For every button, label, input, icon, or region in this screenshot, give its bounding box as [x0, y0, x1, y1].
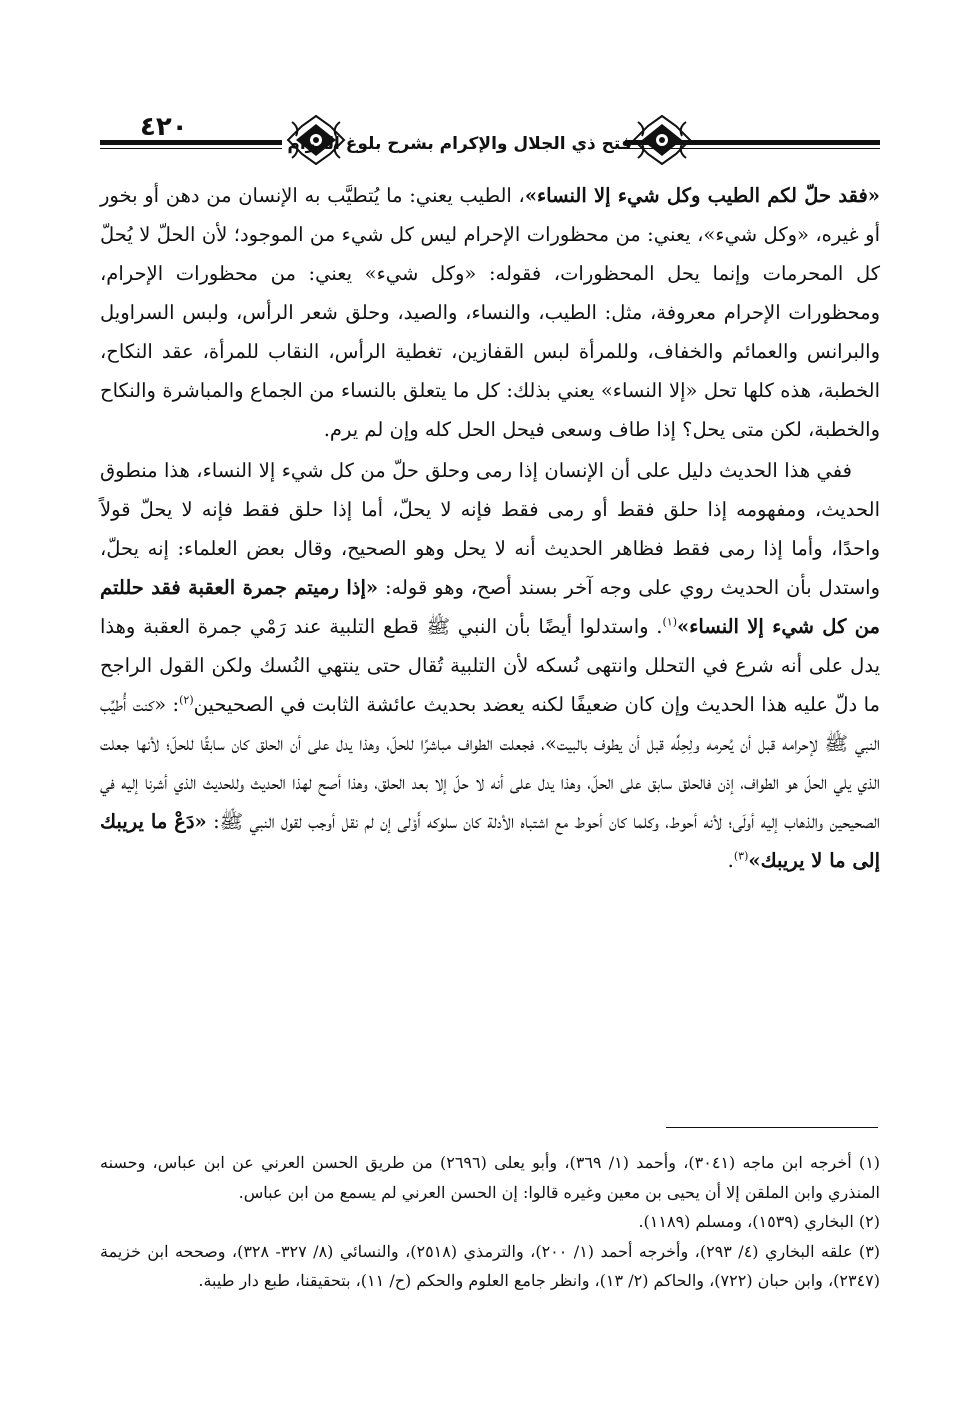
paragraph-text: ، الطيب يعني: ما يُتطيَّب به الإنسان من دهن أو بخور أو غيره، «وكل شيء»، يعني: من محظورات الإحرام ليس كل شيء من الموجود؛ لأن الحلّ لا يُحلّ كل المحرمات وإنما يحل المحظورات، فقوله: «وكل شيء» يعني: من محظورات الإحرام، ومحظورات الإحرام معروفة، مثل: الطيب، والنساء، والصيد، وحلق شعر الرأس، ولبس السراويل والبرانس والعمائم والخفاف، وللمرأة لبس القفازين، تغطية الرأس، النقاب للمرأة، عقد النكاح، الخطبة، هذه كلها تحل «إلا النساء» يعني بذلك: كل ما يتعلق بالنساء من الجماع والمباشرة والنكاح والخطبة، لكن متى يحل؟ إذا طاف وسعى فيحل الحل كله وإن لم يرم. [100, 184, 880, 441]
footnotes [100, 1148, 880, 1296]
running-title: فتح ذي الجلال والإكرام بشرح بلوغ المرام [287, 134, 632, 154]
paragraph-text: . واستدلوا أيضًا بأن النبي ﷺ قطع التلبية عند رَمْي جمرة العقبة وهذا يدل على أنه شرع في التحلل وانتهى نُسكه لأن التلبية تُقال حتى ينتهي النُسك ولكن القول الراجح ما دلّ عليه هذا الحديث وإن كان ضعيفًا لكنه يعضد بحديث عائشة الثابت في الصحيحين [100, 615, 880, 716]
paragraph-text: ففي هذا الحديث دليل على أن الإنسان إذا رمى وحلق حلّ من كل شيء إلا النساء، هذا منطوق الحديث، ومفهومه إذا حلق فقط أو رمى فقط فإنه لا يحلّ، أما إذا حلق فقط فإنه لا يحلّ قولاً واحدًا، وأما إذا رمى فقط فظاهر الحديث أنه لا يحل وهو الصحيح، وقال بعض العلماء: إنه يحلّ، واستدل بأن الحديث روي على وجه آخر بسند أصح، وهو قوله: [100, 459, 880, 599]
paragraph-text: : «كنت أُطيِّب النبي ﷺ لإحرامه قبل أن يُحرمه ولِحِلِّه قبل أن يطوف بالبيت»، فجعلت الطواف مباشرًا للحلّ، وهذا يدل على أن الحلق كان سابقًا للحلّ؛ لأنها جعلت الذي يلي الحلّ هو الطواف، إذن فالحلق سابق على الحلّ، وهذا يدل على أنه لا حلّ إلا بعد الحلق، وهذا أصح لهذا الحديث وللحديث الذي أشرنا إليه في الصحيحين والذهاب إليه أولَى؛ لأنه أحوط، وكلما كان أحوط مع اشتباه الأدلة كان سلوكه أَوْلى إن لم نقل أوجب لقول النبي ﷺ: [100, 693, 880, 833]
hadith-quote: «فقد حلّ لكم الطيب وكل شيء إلا النساء» [524, 184, 880, 207]
footnote-2: (٢) البخاري (١٥٣٩)، ومسلم (١١٨٩). [638, 1212, 880, 1231]
ornament-right-icon [632, 114, 692, 166]
paragraph-text: . [727, 849, 734, 872]
footnote-3: (٣) علقه البخاري (٤/ ٢٩٣)، وأخرجه أحمد (١/ ٢٠٠)، والترمذي (٢٥١٨)، والنسائي (٨/ ٣٢٧- ٣٢٨)، وصححه ابن خزيمة (٢٣٤٧)، وابن حبان (٧٢٢)، والحاكم (٢/ ١٣)، وانظر جامع العلوم والحكم (ح/ ١١)، بتحقيقنا، طبع دار طيبة. [100, 1241, 881, 1290]
paragraph-1 [100, 176, 880, 449]
footnote-ref-1[interactable]: (١) [662, 615, 678, 629]
footnote-1: (١) أخرجه ابن ماجه (٣٠٤١)، وأحمد (١/ ٣٦٩)، وأبو يعلى (٢٦٩٦) من طريق الحسن العرني عن ابن عباس، وحسنه المنذري وابن الملقن إلا أن يحيى بن معين وغيره قالوا: إن الحسن العرني لم يسمع من ابن عباس. [100, 1153, 881, 1202]
page-number: ٤٢٠ [140, 112, 188, 142]
header-rule-left [100, 140, 282, 150]
hadith-quote: «إذا رميتم جمرة العقبة فقد حللتم من كل شيء إلا النساء» [100, 576, 880, 638]
main-text [100, 176, 880, 880]
footnote-separator [666, 1127, 878, 1128]
page-header [100, 108, 880, 168]
footnote-ref-3[interactable]: (٣) [733, 849, 749, 863]
paragraph-2 [100, 451, 880, 880]
footnote-ref-2[interactable]: (٢) [179, 693, 194, 707]
hadith-quote: «دَعْ ما يريبك إلى ما لا يريبك» [100, 810, 880, 872]
